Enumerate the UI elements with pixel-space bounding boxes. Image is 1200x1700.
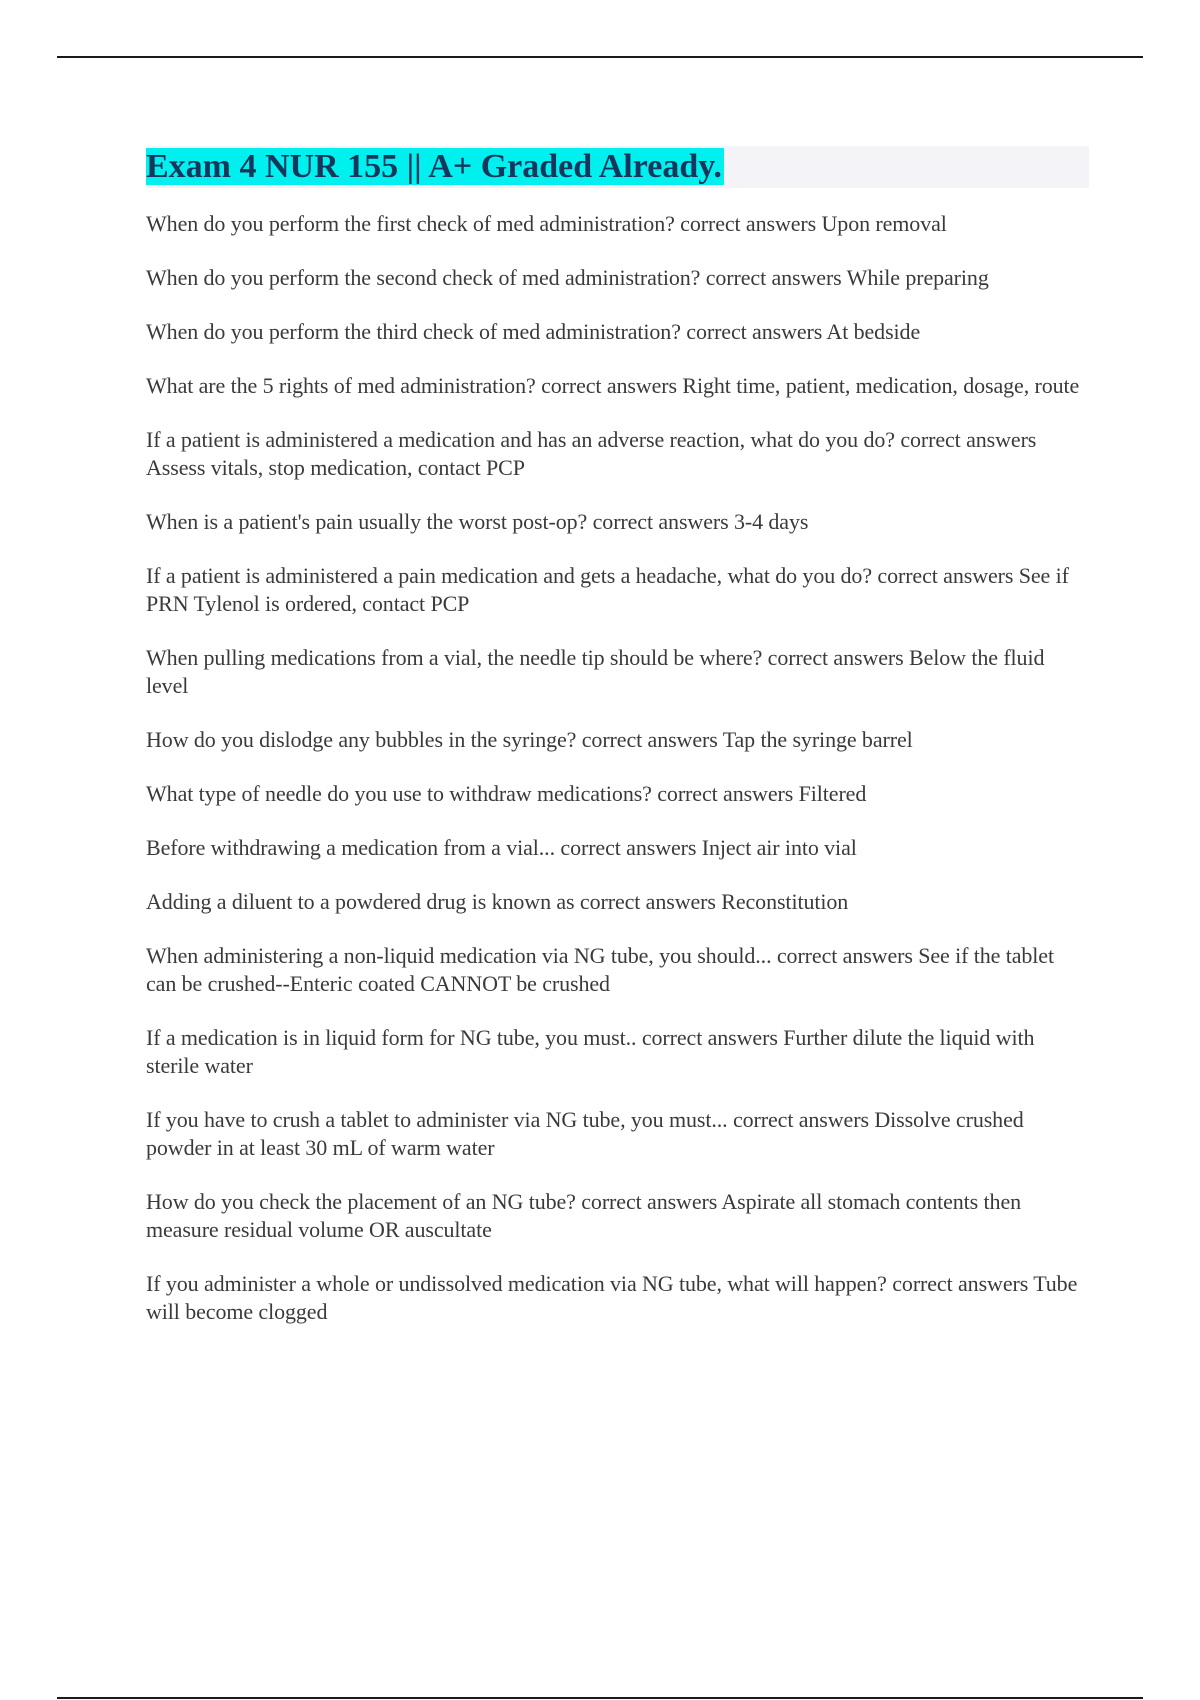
question-text: When pulling medications from a vial, the needle tip should be where? xyxy=(146,645,763,670)
document-title: Exam 4 NUR 155 || A+ Graded Already. xyxy=(146,148,722,185)
answer-text: Tube will become clogged xyxy=(146,1271,1078,1324)
qa-item xyxy=(146,888,1089,916)
qa-item xyxy=(146,780,1089,808)
qa-item xyxy=(146,1188,1089,1244)
answer-separator: correct answers xyxy=(900,427,1037,452)
question-text: What are the 5 rights of med administration? xyxy=(146,373,536,398)
qa-list xyxy=(146,210,1089,1326)
qa-item xyxy=(146,508,1089,536)
answer-separator: correct answers xyxy=(592,509,729,534)
answer-separator: correct answers xyxy=(541,373,677,398)
question-text: What type of needle do you use to withdraw medications? xyxy=(146,781,652,806)
question-text: When is a patient's pain usually the worst post-op? xyxy=(146,509,588,534)
answer-separator: correct answers xyxy=(686,319,823,344)
answer-text: Tap the syringe barrel xyxy=(722,727,913,752)
question-text: If you administer a whole or undissolved medication via NG tube, what will happen? xyxy=(146,1271,887,1296)
answer-separator: correct answers xyxy=(877,563,1014,588)
answer-separator: correct answers xyxy=(581,1189,718,1214)
qa-item xyxy=(146,1106,1089,1162)
answer-separator: correct answers xyxy=(705,265,842,290)
answer-text: Assess vitals, stop medication, contact PCP xyxy=(146,455,525,480)
document-body xyxy=(146,146,1089,1352)
answer-text: See if the tablet can be crushed--Enteric coated CANNOT be crushed xyxy=(146,943,1054,996)
qa-item xyxy=(146,1270,1089,1326)
answer-text: Aspirate all stomach contents then measure residual volume OR auscultate xyxy=(146,1189,1022,1242)
qa-item xyxy=(146,644,1089,700)
qa-item xyxy=(146,210,1089,238)
answer-text: At bedside xyxy=(826,319,921,344)
answer-separator: correct answers xyxy=(767,645,904,670)
answer-text: Below the fluid level xyxy=(146,645,1045,698)
question-text: When do you perform the first check of med administration? xyxy=(146,211,675,236)
question-text: If a patient is administered a medication and has an adverse reaction, what do you do? xyxy=(146,427,895,452)
answer-separator: correct answers xyxy=(657,781,794,806)
document-title-wrapper xyxy=(146,146,724,188)
qa-item xyxy=(146,426,1089,482)
question-text: When do you perform the third check of med administration? xyxy=(146,319,681,344)
answer-text: See if PRN Tylenol is ordered, contact PCP xyxy=(146,563,1069,616)
answer-separator: correct answers xyxy=(560,835,697,860)
qa-item xyxy=(146,264,1089,292)
answer-text: Inject air into vial xyxy=(701,835,857,860)
qa-item xyxy=(146,562,1089,618)
question-text: Before withdrawing a medication from a vial... xyxy=(146,835,555,860)
qa-item xyxy=(146,1024,1089,1080)
qa-item xyxy=(146,726,1089,754)
question-text: How do you dislodge any bubbles in the syringe? xyxy=(146,727,577,752)
answer-text: Reconstitution xyxy=(721,889,849,914)
question-text: Adding a diluent to a powdered drug is known as xyxy=(146,889,575,914)
answer-separator: correct answers xyxy=(732,1107,869,1132)
top-rule xyxy=(57,56,1143,58)
answer-separator: correct answers xyxy=(641,1025,778,1050)
qa-item xyxy=(146,318,1089,346)
question-text: When do you perform the second check of med administration? xyxy=(146,265,701,290)
answer-separator: correct answers xyxy=(581,727,718,752)
answer-separator: correct answers xyxy=(776,943,913,968)
qa-item xyxy=(146,372,1089,400)
answer-text: Right time, patient, medication, dosage, route xyxy=(682,373,1080,398)
answer-separator: correct answers xyxy=(579,889,716,914)
qa-item xyxy=(146,942,1089,998)
answer-text: While preparing xyxy=(846,265,989,290)
answer-separator: correct answers xyxy=(680,211,817,236)
answer-text: Filtered xyxy=(798,781,867,806)
answer-text: 3-4 days xyxy=(733,509,809,534)
question-text: How do you check the placement of an NG tube? xyxy=(146,1189,576,1214)
title-band xyxy=(146,146,1089,188)
answer-separator: correct answers xyxy=(892,1271,1029,1296)
question-text: If a patient is administered a pain medication and gets a headache, what do you do? xyxy=(146,563,872,588)
question-text: If a medication is in liquid form for NG tube, you must.. xyxy=(146,1025,637,1050)
answer-text: Dissolve crushed powder in at least 30 mL of warm water xyxy=(146,1107,1024,1160)
bottom-rule xyxy=(57,1697,1143,1699)
answer-text: Further dilute the liquid with sterile water xyxy=(146,1025,1035,1078)
qa-item xyxy=(146,834,1089,862)
question-text: If you have to crush a tablet to administer via NG tube, you must... xyxy=(146,1107,728,1132)
question-text: When administering a non-liquid medication via NG tube, you should... xyxy=(146,943,772,968)
answer-text: Upon removal xyxy=(821,211,947,236)
